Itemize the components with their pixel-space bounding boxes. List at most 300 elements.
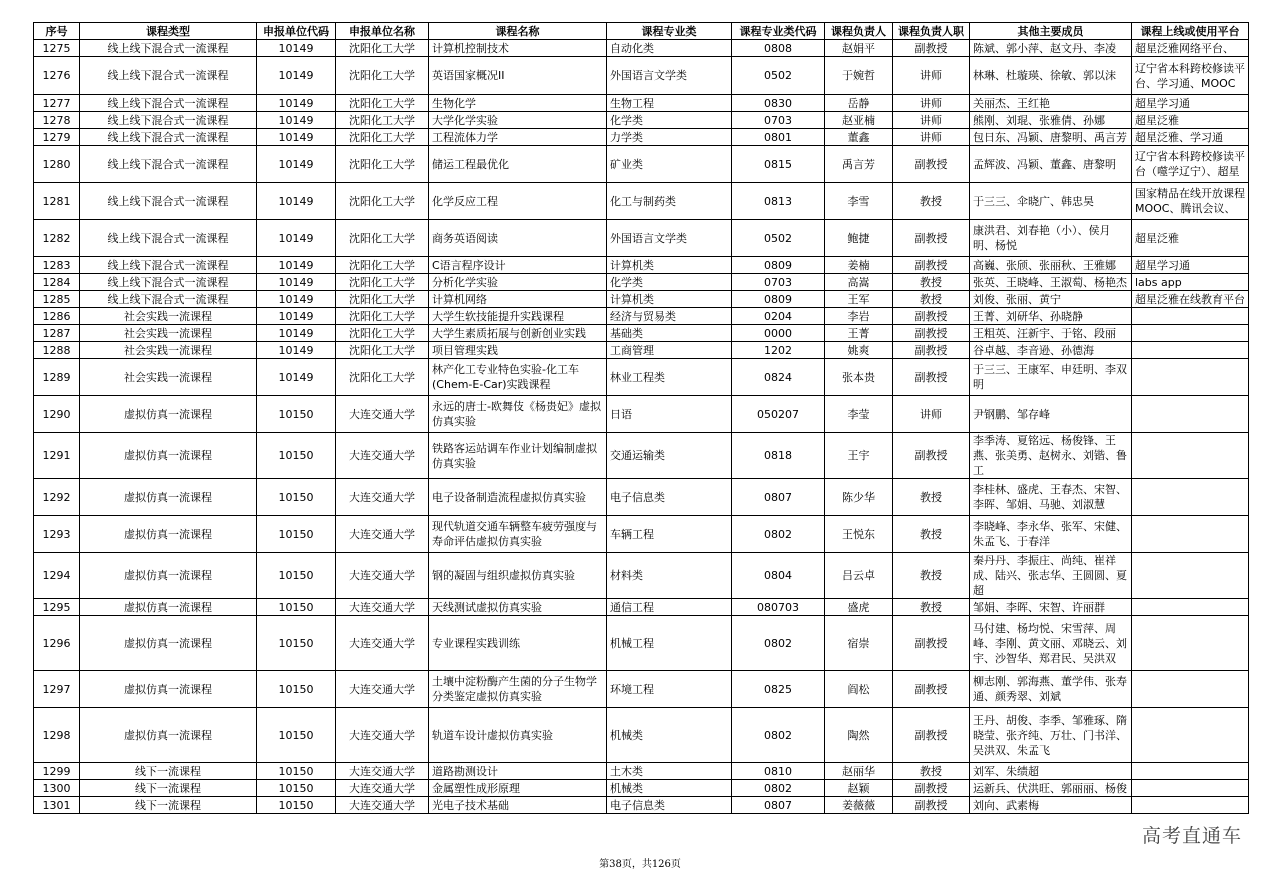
cell-platform: 辽宁省本科跨校修读平台、学习通、MOOC [1132, 57, 1249, 95]
cell-lead-title: 副教授 [893, 797, 970, 814]
cell-lead: 陶然 [825, 708, 893, 763]
cell-unit-name: 大连交通大学 [336, 479, 429, 516]
cell-lead: 李雪 [825, 183, 893, 220]
cell-platform: 辽宁省本科跨校修读平台（噬学辽宁）、超星 [1132, 146, 1249, 183]
cell-lead: 岳静 [825, 95, 893, 112]
cell-course-name: 大学生素质拓展与创新创业实践 [429, 325, 607, 342]
cell-major-code: 0809 [732, 257, 825, 274]
cell-seq: 1294 [34, 553, 80, 599]
table-row [34, 129, 1249, 146]
cell-major-code: 1202 [732, 342, 825, 359]
cell-members: 马付建、杨均悦、宋雪萍、周峰、李刚、黄文丽、邓晓云、刘宇、沙智华、郑君民、吴洪双 [970, 616, 1132, 671]
header-seq: 序号 [34, 23, 80, 40]
cell-unit-name: 沈阳化工大学 [336, 359, 429, 396]
header-major-class: 课程专业类 [607, 23, 732, 40]
cell-major-class: 化学类 [607, 274, 732, 291]
cell-seq: 1286 [34, 308, 80, 325]
cell-major-class: 力学类 [607, 129, 732, 146]
cell-unit-name: 大连交通大学 [336, 616, 429, 671]
cell-members: 王丹、胡俊、李季、邹雅琢、隋晓莹、张齐纯、万壮、门书洋、吴洪双、朱孟飞 [970, 708, 1132, 763]
cell-unit-code: 10149 [257, 112, 336, 129]
cell-course-name: 铁路客运站调车作业计划编制虚拟仿真实验 [429, 433, 607, 479]
cell-platform [1132, 797, 1249, 814]
header-lead-title: 课程负责人职 [893, 23, 970, 40]
cell-major-code: 0502 [732, 220, 825, 257]
cell-lead-title: 副教授 [893, 220, 970, 257]
cell-major-code: 0802 [732, 708, 825, 763]
cell-members: 包日东、冯颖、唐黎明、禹言芳 [970, 129, 1132, 146]
cell-unit-name: 沈阳化工大学 [336, 112, 429, 129]
cell-unit-name: 大连交通大学 [336, 780, 429, 797]
cell-course-type: 虚拟仿真一流课程 [80, 479, 257, 516]
cell-unit-name: 沈阳化工大学 [336, 257, 429, 274]
cell-major-code: 080703 [732, 599, 825, 616]
table-row [34, 40, 1249, 57]
cell-course-name: 林产化工专业特色实验-化工车(Chem-E-Car)实践课程 [429, 359, 607, 396]
cell-members: 运新兵、伏洪旺、郭丽丽、杨俊 [970, 780, 1132, 797]
cell-lead-title: 副教授 [893, 325, 970, 342]
cell-lead: 王宇 [825, 433, 893, 479]
cell-major-code: 0808 [732, 40, 825, 57]
table-header-row [34, 23, 1249, 40]
cell-major-code: 0807 [732, 797, 825, 814]
cell-unit-name: 沈阳化工大学 [336, 291, 429, 308]
cell-members: 高巍、张颀、张丽秋、王雅娜 [970, 257, 1132, 274]
cell-platform [1132, 780, 1249, 797]
cell-course-name: 商务英语阅读 [429, 220, 607, 257]
cell-platform [1132, 708, 1249, 763]
header-unit-code: 申报单位代码 [257, 23, 336, 40]
cell-unit-name: 沈阳化工大学 [336, 95, 429, 112]
cell-platform: 超星泛雅 [1132, 112, 1249, 129]
cell-unit-code: 10150 [257, 479, 336, 516]
cell-course-type: 虚拟仿真一流课程 [80, 553, 257, 599]
cell-lead: 王悦东 [825, 516, 893, 553]
cell-unit-name: 沈阳化工大学 [336, 183, 429, 220]
cell-lead-title: 副教授 [893, 40, 970, 57]
cell-seq: 1284 [34, 274, 80, 291]
cell-lead-title: 教授 [893, 291, 970, 308]
cell-lead: 姜楠 [825, 257, 893, 274]
cell-course-type: 社会实践一流课程 [80, 359, 257, 396]
cell-course-type: 虚拟仿真一流课程 [80, 433, 257, 479]
cell-members: 李季涛、夏铭远、杨俊锋、王燕、张美勇、赵树永、刘锴、鲁工 [970, 433, 1132, 479]
cell-seq: 1293 [34, 516, 80, 553]
cell-unit-code: 10150 [257, 396, 336, 433]
cell-course-name: 专业课程实践训练 [429, 616, 607, 671]
cell-lead-title: 讲师 [893, 396, 970, 433]
cell-lead-title: 副教授 [893, 616, 970, 671]
cell-members: 尹钢鹏、邹存峰 [970, 396, 1132, 433]
cell-course-name: 金属塑性成形原理 [429, 780, 607, 797]
cell-unit-name: 沈阳化工大学 [336, 40, 429, 57]
cell-major-code: 0807 [732, 479, 825, 516]
cell-major-class: 机械类 [607, 708, 732, 763]
cell-platform [1132, 396, 1249, 433]
cell-course-type: 线上线下混合式一流课程 [80, 129, 257, 146]
cell-unit-code: 10149 [257, 95, 336, 112]
cell-lead: 盛虎 [825, 599, 893, 616]
cell-unit-code: 10150 [257, 797, 336, 814]
cell-platform: 国家精品在线开放课程MOOC、腾讯会议、 [1132, 183, 1249, 220]
cell-major-code: 0804 [732, 553, 825, 599]
cell-lead: 赵丽华 [825, 763, 893, 780]
cell-course-type: 虚拟仿真一流课程 [80, 616, 257, 671]
cell-course-type: 社会实践一流课程 [80, 342, 257, 359]
cell-unit-name: 大连交通大学 [336, 797, 429, 814]
cell-course-type: 社会实践一流课程 [80, 308, 257, 325]
cell-unit-name: 沈阳化工大学 [336, 308, 429, 325]
cell-seq: 1277 [34, 95, 80, 112]
cell-members: 关丽杰、王红艳 [970, 95, 1132, 112]
cell-major-code: 0810 [732, 763, 825, 780]
cell-unit-code: 10149 [257, 129, 336, 146]
cell-course-name: 分析化学实验 [429, 274, 607, 291]
cell-unit-name: 大连交通大学 [336, 708, 429, 763]
cell-major-code: 0703 [732, 274, 825, 291]
cell-unit-name: 沈阳化工大学 [336, 129, 429, 146]
cell-major-class: 机械工程 [607, 616, 732, 671]
cell-platform [1132, 671, 1249, 708]
table-row [34, 308, 1249, 325]
cell-major-class: 计算机类 [607, 257, 732, 274]
cell-lead: 李岩 [825, 308, 893, 325]
cell-course-name: 现代轨道交通车辆整车疲劳强度与寿命评估虚拟仿真实验 [429, 516, 607, 553]
cell-platform: 超星泛雅在线教育平台 [1132, 291, 1249, 308]
cell-lead-title: 副教授 [893, 671, 970, 708]
header-members: 其他主要成员 [970, 23, 1132, 40]
cell-platform [1132, 325, 1249, 342]
cell-unit-code: 10149 [257, 257, 336, 274]
table-row [34, 780, 1249, 797]
cell-course-type: 线上线下混合式一流课程 [80, 40, 257, 57]
cell-platform [1132, 516, 1249, 553]
cell-lead-title: 教授 [893, 763, 970, 780]
cell-major-code: 0815 [732, 146, 825, 183]
cell-unit-code: 10150 [257, 553, 336, 599]
table-row [34, 599, 1249, 616]
cell-course-type: 线上线下混合式一流课程 [80, 257, 257, 274]
table-row [34, 797, 1249, 814]
cell-seq: 1297 [34, 671, 80, 708]
cell-major-code: 0801 [732, 129, 825, 146]
cell-seq: 1276 [34, 57, 80, 95]
cell-unit-code: 10150 [257, 763, 336, 780]
cell-seq: 1279 [34, 129, 80, 146]
cell-platform [1132, 433, 1249, 479]
cell-unit-code: 10149 [257, 40, 336, 57]
cell-unit-name: 大连交通大学 [336, 671, 429, 708]
cell-seq: 1299 [34, 763, 80, 780]
cell-course-name: 土壤中淀粉酶产生菌的分子生物学分类鉴定虚拟仿真实验 [429, 671, 607, 708]
cell-major-code: 0204 [732, 308, 825, 325]
cell-course-type: 虚拟仿真一流课程 [80, 516, 257, 553]
cell-unit-code: 10149 [257, 274, 336, 291]
cell-course-type: 虚拟仿真一流课程 [80, 708, 257, 763]
table-row [34, 553, 1249, 599]
cell-lead: 阎松 [825, 671, 893, 708]
cell-lead: 禹言芳 [825, 146, 893, 183]
cell-unit-name: 沈阳化工大学 [336, 146, 429, 183]
table-row [34, 112, 1249, 129]
cell-members: 秦丹丹、李振庄、尚纯、崔祥成、陆兴、张志华、王圆圆、夏超 [970, 553, 1132, 599]
cell-seq: 1296 [34, 616, 80, 671]
cell-lead-title: 教授 [893, 183, 970, 220]
cell-lead-title: 教授 [893, 553, 970, 599]
cell-lead: 董鑫 [825, 129, 893, 146]
cell-major-code: 0000 [732, 325, 825, 342]
header-platform: 课程上线或使用平台 [1132, 23, 1249, 40]
course-table [33, 22, 1249, 814]
cell-lead-title: 副教授 [893, 359, 970, 396]
cell-seq: 1278 [34, 112, 80, 129]
cell-lead: 高嵩 [825, 274, 893, 291]
cell-unit-name: 大连交通大学 [336, 553, 429, 599]
cell-platform [1132, 553, 1249, 599]
cell-lead: 张本贵 [825, 359, 893, 396]
table-row [34, 220, 1249, 257]
cell-platform: 超星学习通 [1132, 95, 1249, 112]
cell-lead: 赵颖 [825, 780, 893, 797]
cell-course-name: 钢的凝固与组织虚拟仿真实验 [429, 553, 607, 599]
cell-major-class: 林业工程类 [607, 359, 732, 396]
cell-course-type: 虚拟仿真一流课程 [80, 396, 257, 433]
cell-major-class: 化学类 [607, 112, 732, 129]
cell-members: 于三三、伞晓广、韩忠昊 [970, 183, 1132, 220]
cell-lead-title: 讲师 [893, 112, 970, 129]
cell-course-name: 永远的唐士-欧舞伎《杨贵妃》虚拟仿真实验 [429, 396, 607, 433]
cell-unit-code: 10149 [257, 342, 336, 359]
cell-course-name: C语言程序设计 [429, 257, 607, 274]
cell-major-class: 生物工程 [607, 95, 732, 112]
cell-lead-title: 副教授 [893, 433, 970, 479]
cell-platform [1132, 479, 1249, 516]
cell-lead: 李莹 [825, 396, 893, 433]
header-lead: 课程负责人 [825, 23, 893, 40]
table-row [34, 257, 1249, 274]
cell-major-code: 0802 [732, 780, 825, 797]
cell-unit-code: 10149 [257, 57, 336, 95]
header-major-code: 课程专业类代码 [732, 23, 825, 40]
cell-lead-title: 教授 [893, 516, 970, 553]
cell-lead: 赵亚楠 [825, 112, 893, 129]
cell-major-class: 外国语言文学类 [607, 57, 732, 95]
cell-members: 谷卓越、李音逊、孙德海 [970, 342, 1132, 359]
cell-unit-name: 大连交通大学 [336, 763, 429, 780]
cell-major-code: 0830 [732, 95, 825, 112]
cell-members: 孟辉波、冯颖、董鑫、唐黎明 [970, 146, 1132, 183]
cell-platform [1132, 599, 1249, 616]
cell-course-name: 道路勘测设计 [429, 763, 607, 780]
table-row [34, 95, 1249, 112]
page-number: 第38页，共126页 [599, 859, 681, 870]
cell-lead: 王军 [825, 291, 893, 308]
cell-seq: 1289 [34, 359, 80, 396]
cell-major-class: 日语 [607, 396, 732, 433]
cell-major-class: 电子信息类 [607, 479, 732, 516]
cell-major-class: 土木类 [607, 763, 732, 780]
table-row [34, 396, 1249, 433]
cell-course-name: 英语国家概况II [429, 57, 607, 95]
cell-lead-title: 副教授 [893, 780, 970, 797]
cell-lead-title: 讲师 [893, 57, 970, 95]
cell-course-type: 虚拟仿真一流课程 [80, 599, 257, 616]
cell-major-class: 基础类 [607, 325, 732, 342]
table-row [34, 516, 1249, 553]
cell-members: 李桂林、盛虎、王春杰、宋智、李晖、邹娟、马驰、刘淑慧 [970, 479, 1132, 516]
cell-unit-code: 10150 [257, 671, 336, 708]
cell-major-class: 电子信息类 [607, 797, 732, 814]
cell-lead-title: 副教授 [893, 257, 970, 274]
cell-course-type: 线上线下混合式一流课程 [80, 220, 257, 257]
cell-course-type: 线上线下混合式一流课程 [80, 183, 257, 220]
cell-platform: labs app [1132, 274, 1249, 291]
cell-seq: 1283 [34, 257, 80, 274]
cell-major-code: 0818 [732, 433, 825, 479]
cell-major-class: 经济与贸易类 [607, 308, 732, 325]
cell-members: 陈斌、郭小萍、赵文丹、李凌 [970, 40, 1132, 57]
cell-unit-name: 沈阳化工大学 [336, 57, 429, 95]
cell-major-code: 0802 [732, 516, 825, 553]
cell-lead-title: 讲师 [893, 95, 970, 112]
cell-lead-title: 副教授 [893, 308, 970, 325]
cell-major-class: 外国语言文学类 [607, 220, 732, 257]
cell-course-name: 计算机控制技术 [429, 40, 607, 57]
cell-members: 王菁、刘研华、孙晓静 [970, 308, 1132, 325]
cell-members: 林琳、杜璇瑛、徐敏、郭以沫 [970, 57, 1132, 95]
cell-platform: 超星泛雅网络平台、 [1132, 40, 1249, 57]
cell-seq: 1290 [34, 396, 80, 433]
cell-lead-title: 副教授 [893, 342, 970, 359]
cell-major-class: 通信工程 [607, 599, 732, 616]
header-course-name: 课程名称 [429, 23, 607, 40]
cell-members: 刘军、朱绩超 [970, 763, 1132, 780]
cell-unit-name: 沈阳化工大学 [336, 220, 429, 257]
cell-members: 张英、王晓峰、王淑萄、杨艳杰 [970, 274, 1132, 291]
cell-unit-name: 大连交通大学 [336, 433, 429, 479]
cell-platform [1132, 342, 1249, 359]
cell-major-code: 0824 [732, 359, 825, 396]
cell-seq: 1281 [34, 183, 80, 220]
cell-unit-name: 大连交通大学 [336, 396, 429, 433]
cell-unit-code: 10149 [257, 146, 336, 183]
cell-lead: 陈少华 [825, 479, 893, 516]
cell-seq: 1288 [34, 342, 80, 359]
cell-members: 于三三、王康军、申廷明、李双明 [970, 359, 1132, 396]
cell-course-type: 线上线下混合式一流课程 [80, 274, 257, 291]
cell-seq: 1287 [34, 325, 80, 342]
cell-unit-name: 大连交通大学 [336, 599, 429, 616]
cell-seq: 1280 [34, 146, 80, 183]
cell-lead-title: 副教授 [893, 708, 970, 763]
cell-lead: 赵娟平 [825, 40, 893, 57]
table-row [34, 359, 1249, 396]
cell-major-code: 0809 [732, 291, 825, 308]
cell-course-name: 项目管理实践 [429, 342, 607, 359]
cell-course-name: 计算机网络 [429, 291, 607, 308]
table-row [34, 146, 1249, 183]
cell-unit-code: 10149 [257, 325, 336, 342]
cell-unit-code: 10149 [257, 220, 336, 257]
cell-unit-code: 10149 [257, 308, 336, 325]
cell-course-name: 天线测试虚拟仿真实验 [429, 599, 607, 616]
cell-lead-title: 教授 [893, 479, 970, 516]
cell-major-class: 矿业类 [607, 146, 732, 183]
cell-major-class: 计算机类 [607, 291, 732, 308]
cell-seq: 1295 [34, 599, 80, 616]
table-row [34, 291, 1249, 308]
cell-major-code: 0802 [732, 616, 825, 671]
cell-members: 李晓峰、李永华、张军、宋健、朱孟飞、于春洋 [970, 516, 1132, 553]
cell-course-type: 线上线下混合式一流课程 [80, 112, 257, 129]
cell-major-class: 车辆工程 [607, 516, 732, 553]
cell-course-type: 线下一流课程 [80, 797, 257, 814]
cell-course-name: 光电子技术基础 [429, 797, 607, 814]
cell-platform: 超星泛雅、学习通 [1132, 129, 1249, 146]
cell-course-name: 大学化学实验 [429, 112, 607, 129]
cell-members: 邹娟、李晖、宋智、许丽群 [970, 599, 1132, 616]
cell-lead-title: 讲师 [893, 129, 970, 146]
cell-course-name: 大学生软技能提升实践课程 [429, 308, 607, 325]
cell-course-name: 储运工程最优化 [429, 146, 607, 183]
table-row [34, 708, 1249, 763]
cell-lead: 王菁 [825, 325, 893, 342]
cell-course-name: 工程流体力学 [429, 129, 607, 146]
cell-unit-code: 10150 [257, 780, 336, 797]
cell-members: 王粗英、汪新宇、于铭、段丽 [970, 325, 1132, 342]
cell-lead: 姚爽 [825, 342, 893, 359]
cell-major-class: 化工与制药类 [607, 183, 732, 220]
cell-course-type: 虚拟仿真一流课程 [80, 671, 257, 708]
table-row [34, 763, 1249, 780]
cell-major-class: 环境工程 [607, 671, 732, 708]
cell-major-code: 0703 [732, 112, 825, 129]
cell-lead: 吕云卓 [825, 553, 893, 599]
cell-unit-name: 沈阳化工大学 [336, 325, 429, 342]
cell-members: 刘向、武素梅 [970, 797, 1132, 814]
cell-major-class: 交通运输类 [607, 433, 732, 479]
cell-platform [1132, 763, 1249, 780]
cell-unit-code: 10149 [257, 183, 336, 220]
cell-unit-code: 10150 [257, 616, 336, 671]
cell-course-name: 生物化学 [429, 95, 607, 112]
cell-lead: 姜薇薇 [825, 797, 893, 814]
cell-course-name: 轨道车设计虚拟仿真实验 [429, 708, 607, 763]
cell-course-type: 线上线下混合式一流课程 [80, 146, 257, 183]
cell-members: 熊刚、刘琨、张雅倩、孙娜 [970, 112, 1132, 129]
cell-platform [1132, 616, 1249, 671]
header-unit-name: 申报单位名称 [336, 23, 429, 40]
cell-seq: 1282 [34, 220, 80, 257]
table-row [34, 325, 1249, 342]
cell-course-type: 线下一流课程 [80, 780, 257, 797]
cell-major-class: 自动化类 [607, 40, 732, 57]
cell-lead-title: 副教授 [893, 146, 970, 183]
cell-seq: 1298 [34, 708, 80, 763]
cell-platform [1132, 308, 1249, 325]
table-row [34, 433, 1249, 479]
table-row [34, 57, 1249, 95]
cell-major-code: 0825 [732, 671, 825, 708]
cell-major-code: 050207 [732, 396, 825, 433]
cell-course-type: 线下一流课程 [80, 763, 257, 780]
cell-course-name: 化学反应工程 [429, 183, 607, 220]
cell-lead-title: 教授 [893, 599, 970, 616]
table-body [34, 40, 1249, 814]
cell-seq: 1301 [34, 797, 80, 814]
table-row [34, 616, 1249, 671]
cell-unit-name: 沈阳化工大学 [336, 342, 429, 359]
